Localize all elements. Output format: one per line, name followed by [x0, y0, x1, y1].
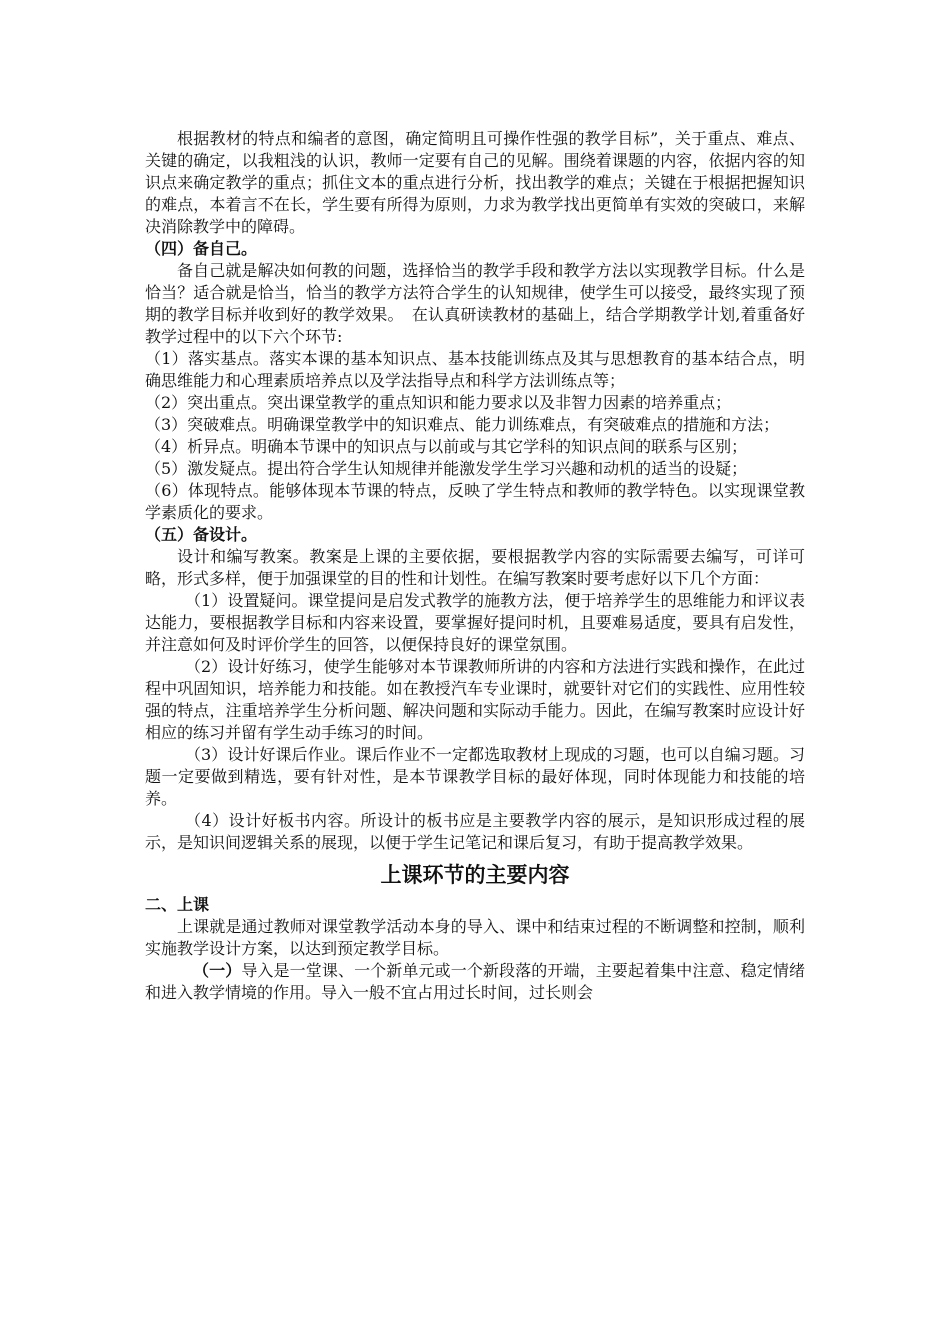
list-item-1: （1）落实基点。落实本课的基本知识点、基本技能训练点及其与思想教育的基本结合点，明确思维能力和心理素质培养点以及学法指导点和科学方法训练点等；	[145, 349, 805, 390]
document-page	[145, 128, 805, 1004]
design-item-4: （4）设计好板书内容。所设计的板书应是主要教学内容的展示，是知识形成过程的展示，是知识间逻辑关系的展现，以便于学生记笔记和课后复习，有助于提高教学效果。	[145, 811, 805, 852]
design-item-1: （1）设置疑问。课堂提问是启发式教学的施教方法，便于培养学生的思维能力和评议表达能力，要根据教学目标和内容来设置，要掌握好提问时机，且要难易适度，要具有启发性，并注意如何及时评价学生的回答，以便保持良好的课堂氛围。	[145, 591, 805, 654]
paragraph-introduction	[145, 960, 805, 1004]
heading-prepare-self: （四）备自己。	[145, 239, 258, 258]
paragraph-prepare-self: 备自己就是解决如何教的问题，选择恰当的教学手段和教学方法以实现教学目标。什么是恰当？适合就是恰当，恰当的教学方法符合学生的认知规律，使学生可以接受，最终实现了预期的教学目标并收到好的教学效果。 在认真研读教材的基础上，结合学期教学计划,着重备好教学过程中的以下六个环节:	[145, 261, 805, 346]
list-item-4: （4）析异点。明确本节课中的知识点与以前或与其它学科的知识点间的联系与区别；	[145, 437, 748, 456]
introduction-text: 导入是一堂课、一个新单元或一个新段落的开端，主要起着集中注意、稳定情绪和进入教学情境的作用。导入一般不宜占用过长时间，过长则会	[145, 961, 805, 1002]
list-item-5: （5）激发疑点。提出符合学生认知规律并能激发学生学习兴趣和动机的适当的设疑；	[145, 459, 748, 478]
list-item-3: （3）突破难点。明确课堂教学中的知识难点、能力训练难点，有突破难点的措施和方法；	[145, 415, 780, 434]
paragraph-class: 上课就是通过教师对课堂教学活动本身的导入、课中和结束过程的不断调整和控制，顺利实施教学设计方案，以达到预定教学目标。	[145, 917, 805, 958]
heading-class: 二、上课	[145, 895, 210, 914]
list-item-6: （6）体现特点。能够体现本节课的特点，反映了学生特点和教师的教学特色。以实现课堂教学素质化的要求。	[145, 481, 805, 522]
design-item-3: （3）设计好课后作业。课后作业不一定都选取教材上现成的习题，也可以自编习题。习题一定要做到精选，要有针对性，是本节课教学目标的最好体现，同时体现能力和技能的培养。	[145, 745, 805, 808]
paragraph-prepare-design: 设计和编写教案。教案是上课的主要依据，要根据教学内容的实际需要去编写，可详可略，形式多样，便于加强课堂的目的性和计划性。在编写教案时要考虑好以下几个方面：	[145, 547, 805, 588]
section-title: 上课环节的主要内容	[380, 863, 570, 887]
heading-prepare-design: （五）备设计。	[145, 525, 258, 544]
introduction-lead: （一）	[193, 961, 242, 980]
paragraph-teaching-goals: 根据教材的特点和编者的意图，确定简明且可操作性强的教学目标”，关于重点、难点、关键的确定，以我粗浅的认识，教师一定要有自己的见解。围绕着课题的内容，依据内容的知识点来确定教学的重点；抓住文本的重点进行分析，找出教学的难点；关键在于根据把握知识的难点，本着言不在长，学生要有所得为原则，力求为教学找出更简单有实效的突破口，来解决消除教学中的障碍。	[145, 129, 805, 236]
list-item-2: （2）突出重点。突出课堂教学的重点知识和能力要求以及非智力因素的培养重点；	[145, 393, 732, 412]
design-item-2: （2）设计好练习，使学生能够对本节课教师所讲的内容和方法进行实践和操作，在此过程中巩固知识，培养能力和技能。如在教授汽车专业课时，就要针对它们的实践性、应用性较强的特点，注重培养学生分析问题、解决问题和实际动手能力。因此，在编写教案时应设计好相应的练习并留有学生动手练习的时间。	[145, 657, 805, 742]
